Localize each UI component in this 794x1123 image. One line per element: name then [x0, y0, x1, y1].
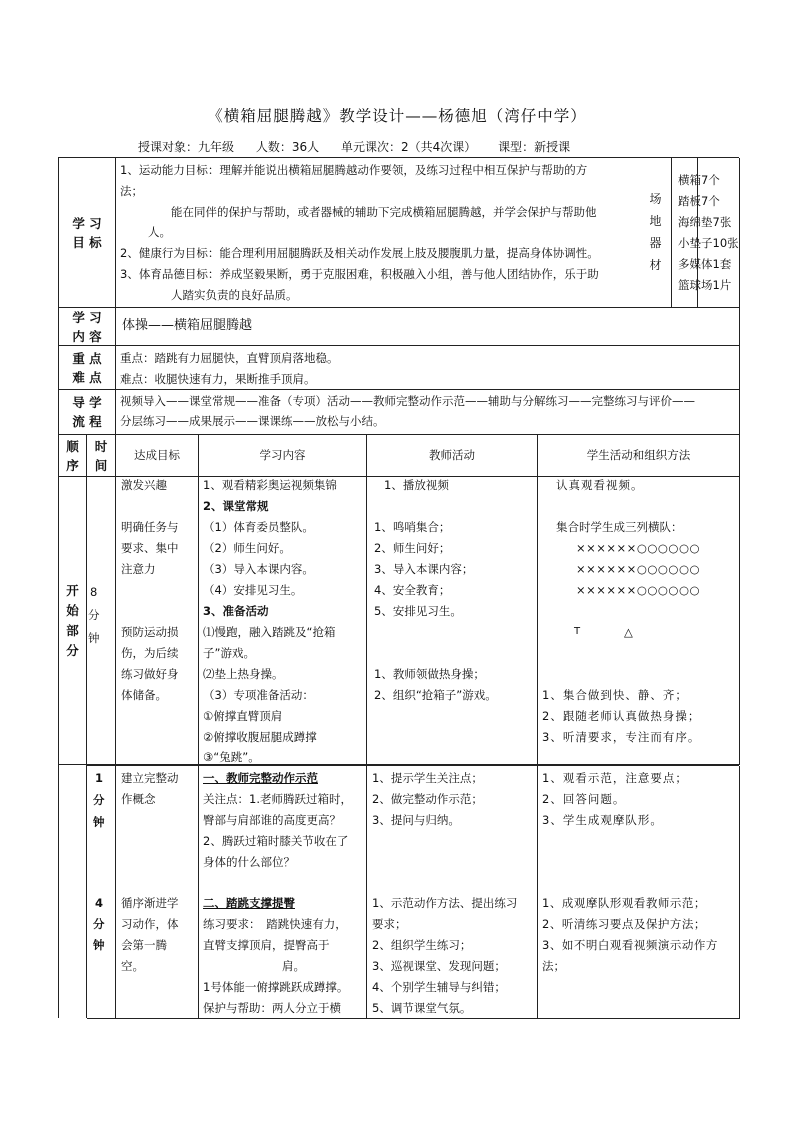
- flow-label: 导 学 流 程: [59, 390, 116, 435]
- p2-teacher-2: 要求；: [372, 917, 407, 931]
- content-text: 体操——横箱屈腿腾越: [122, 318, 253, 333]
- start-teacher-7: 1、教师领做热身操；: [374, 667, 485, 681]
- p2-learn-1: 二、踏跳支撑提臀: [203, 896, 295, 910]
- start-teacher-6: 5、安排见习生。: [374, 604, 462, 618]
- p1-teacher-2: 2、做完整动作示范；: [372, 792, 483, 806]
- start-learn-4: （2）师生问好。: [203, 541, 291, 555]
- equip-3: 海绵垫7张: [678, 215, 732, 229]
- start-goal-7: 练习做好身: [121, 667, 179, 681]
- equip-6: 篮球场1片: [678, 278, 732, 292]
- col-teacher: 教师活动: [367, 435, 538, 477]
- col-time: 时 间: [87, 435, 116, 477]
- col-order: 顺 序: [59, 435, 87, 477]
- p1-goal-2: 作概念: [121, 792, 156, 806]
- p2-student-3: 3、如不明白观看视频演示动作方: [542, 938, 718, 952]
- p2-time-1: 4: [95, 896, 104, 910]
- p2-student-1: 1、成观摩队形观看教师示范；: [542, 896, 706, 910]
- start-section-label: 开 始 部 分: [59, 477, 87, 765]
- formation-triangle-mark: △: [624, 625, 633, 639]
- venue-label-text: 场地器材: [649, 192, 662, 272]
- start-time-2: 分: [88, 608, 100, 622]
- meta-unit: 单元课次：2（共4次课）: [340, 140, 477, 154]
- goals-line-6: 3、体育品德目标：养成坚毅果断，勇于克服困难，积极融入小组，善与他人团结协作，乐于助: [120, 267, 599, 281]
- goals-line-5: 2、健康行为目标：能合理利用屈腿腾跃及相关动作发展上肢及腰腹肌力量，提高身体协调性。: [120, 246, 599, 260]
- col-student: 学生活动和组织方法: [538, 435, 740, 477]
- goals-label: 学 习 目 标: [59, 158, 116, 308]
- p2-teacher-6: 5、调节课堂气氛。: [372, 1001, 472, 1015]
- col-learn: 学习内容: [199, 435, 367, 477]
- p2-teacher-1: 1、示范动作方法、提出练习: [372, 896, 518, 910]
- p1-time-2: 分: [93, 793, 105, 807]
- document-title: 《横箱屈腿腾越》教学设计——杨德旭（湾仔中学）: [207, 107, 587, 125]
- p2-learn-2: 练习要求： 踏跳快速有力，: [203, 917, 347, 931]
- start-learn-12: ①俯撑直臂顶肩: [203, 709, 283, 723]
- p2-student-2: 2、听清练习要点及保护方法；: [542, 917, 706, 931]
- start-student-1: 认真观看视频。: [556, 478, 644, 492]
- p1-student-3: 3、学生成观摩队形。: [542, 813, 663, 827]
- p1-time-1: 1: [95, 771, 104, 785]
- p2-time-3: 钟: [93, 938, 105, 952]
- p1-learn-2: 关注点：1.老师腾跃过箱时，: [203, 792, 352, 806]
- start-goal-3: 要求、集中: [121, 541, 179, 555]
- start-teacher-2: 1、鸣哨集合；: [374, 520, 451, 534]
- p1-time-3: 钟: [93, 815, 105, 829]
- key-text: 重点：踏跳有力屈腿快，直臂顶肩落地稳。: [120, 351, 339, 365]
- goals-line-3: 能在同伴的保护与帮助，或者器械的辅助下完成横箱屈腿腾越，并学会保护与帮助他: [171, 205, 597, 219]
- equip-5: 多媒体1套: [678, 257, 732, 271]
- p1-goal-1: 建立完整动: [121, 771, 179, 785]
- lesson-meta: [138, 138, 588, 155]
- p2-learn-5: 1号体能一俯撑跳跃成蹲撑。: [203, 980, 349, 994]
- equip-1: 横箱7个: [678, 173, 720, 187]
- p2-goal-2: 习动作，体: [121, 917, 179, 931]
- flow-line-2: 分层练习——成果展示——课课练——放松与小结。: [120, 414, 385, 428]
- start-learn-5: （3）导入本课内容。: [203, 562, 314, 576]
- start-learn-6: （4）安排见习生。: [203, 583, 303, 597]
- start-learn-8: ⑴慢跑，融入踏跳及“抢箱: [203, 625, 336, 639]
- p2-time-2: 分: [93, 917, 105, 931]
- start-learn-2: 2、课堂常规: [203, 499, 269, 513]
- p2-goal-3: 会第一腾: [121, 938, 167, 952]
- p2-teacher-4: 3、巡视课堂、发现问题；: [372, 959, 506, 973]
- meta-type: 课型：新授课: [498, 140, 571, 154]
- goals-line-7: 人踏实负责的良好品质。: [171, 288, 298, 302]
- p2-goal-4: 空。: [121, 959, 144, 973]
- equip-4: 小垫子10张: [678, 236, 739, 250]
- meta-count: 人数：36人: [255, 140, 320, 154]
- p1-teacher-1: 1、提示学生关注点；: [372, 771, 483, 785]
- p2-teacher-3: 2、组织学生练习；: [372, 938, 472, 952]
- start-student-2: 集合时学生成三列横队：: [556, 520, 683, 534]
- start-learn-9: 子”游戏。: [203, 646, 255, 660]
- formation-teacher-mark: T: [574, 626, 581, 637]
- equip-2: 踏板7个: [678, 194, 720, 208]
- start-learn-14: ③“兔跳”。: [203, 750, 260, 764]
- start-goal-5: 预防运动损: [121, 625, 179, 639]
- goals-line-1: 1、运动能力目标：理解并能说出横箱屈腿腾越动作要领，及练习过程中相互保护与帮助的方: [120, 163, 588, 177]
- formation-row-2: ××××××○○○○○○: [576, 562, 701, 576]
- flow-line-1: 视频导入——课堂常规——准备（专项）活动——教师完整动作示范——辅助与分解练习——完整练习与评价——: [120, 394, 695, 408]
- p1-teacher-3: 3、提问与归纳。: [372, 813, 460, 827]
- start-goal-2: 明确任务与: [121, 520, 179, 534]
- start-learn-13: ②俯撑收腹屈腿成蹲撑: [203, 730, 317, 744]
- start-goal-4: 注意力: [121, 562, 156, 576]
- start-goal-1: 激发兴趣: [121, 478, 167, 492]
- start-goal-6: 伤，为后续: [121, 646, 179, 660]
- formation-row-3: ××××××○○○○○○: [576, 583, 701, 597]
- p1-student-2: 2、回答问题。: [542, 792, 626, 806]
- p1-student-1: 1、观看示范，注意要点；: [542, 771, 688, 785]
- start-teacher-4: 3、导入本课内容；: [374, 562, 474, 576]
- p1-learn-1: 一、教师完整动作示范: [203, 771, 318, 785]
- part-section-border: [58, 764, 59, 1018]
- start-learn-7: 3、准备活动: [203, 604, 269, 618]
- p2-learn-4: 肩。: [282, 959, 305, 973]
- start-student-3: 1、集合做到快、静、齐；: [542, 688, 688, 702]
- p2-teacher-5: 4、个别学生辅导与纠错；: [372, 980, 506, 994]
- venue-label: [640, 157, 672, 307]
- goals-line-4: 人。: [148, 225, 171, 239]
- start-student-4: 2、跟随老师认真做热身操；: [542, 709, 701, 723]
- start-teacher-1: 1、播放视频: [384, 478, 449, 492]
- content-label: 学 习 内 容: [59, 308, 116, 346]
- goals-line-2: 法；: [120, 184, 143, 198]
- p2-student-4: 法；: [542, 959, 565, 973]
- p2-goal-1: 循序渐进学: [121, 896, 179, 910]
- start-learn-10: ⑵垫上热身操。: [203, 667, 284, 681]
- col-goal: 达成目标: [116, 435, 199, 477]
- start-goal-8: 体储备。: [121, 688, 167, 702]
- start-teacher-8: 2、组织“抢箱子”游戏。: [374, 688, 497, 702]
- p1-learn-3: 臀部与肩部谁的高度更高？: [203, 813, 341, 827]
- p2-learn-6: 保护与帮助：两人分立于横: [203, 1001, 341, 1015]
- start-student-5: 3、听清要求，专注而有序。: [542, 730, 701, 744]
- start-teacher-5: 4、安全教育；: [374, 583, 451, 597]
- start-learn-3: （1）体育委员整队。: [203, 520, 314, 534]
- keypoints-label: 重 点 难 点: [59, 346, 116, 390]
- start-learn-11: （3）专项准备活动：: [203, 688, 314, 702]
- start-time-1: 8: [90, 585, 98, 599]
- start-learn-1: 1、观看精彩奥运视频集锦: [203, 478, 337, 492]
- meta-target: 授课对象：九年级: [138, 140, 235, 154]
- p1-learn-5: 身体的什么部位？: [203, 855, 295, 869]
- formation-row-1: ××××××○○○○○○: [576, 541, 701, 555]
- start-teacher-3: 2、师生问好；: [374, 541, 451, 555]
- p1-learn-4: 2、腾跃过箱时膝关节收在了: [203, 834, 349, 848]
- start-time-3: 钟: [88, 631, 100, 645]
- p2-learn-3: 直臂支撑顶肩，提臀高于: [203, 938, 330, 952]
- difficulty-text: 难点：收腿快速有力，果断推手顶肩。: [120, 372, 316, 386]
